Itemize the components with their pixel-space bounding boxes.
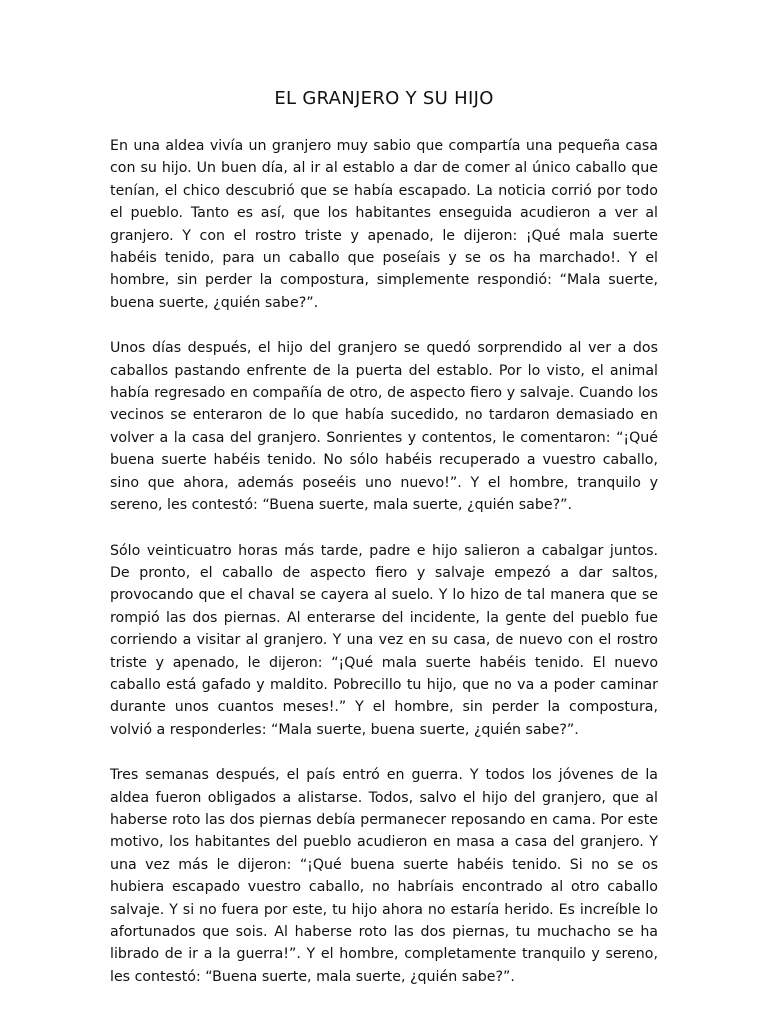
paragraph-1: En una aldea vivía un granjero muy sabio que compartía una pequeña casa con su hijo. Un buen día, al ir al establo a dar de comer al único caballo que tenían, el chico descubrió que se había escapado. La noticia corrió por todo el pueblo. Tanto es así, que los habitantes enseguida acudieron a ver al granjero. Y con el rostro triste y apenado, le dijeron: ¡Qué mala suerte habéis tenido, para un caballo que poseíais y se os ha marchado!. Y el hombre, sin perder la compostura, simplemente respondió: “Mala suerte, buena suerte, ¿quién sabe?”. [110,138,658,311]
paragraph-3: Sólo veinticuatro horas más tarde, padre e hijo salieron a cabalgar juntos. De pronto, el caballo de aspecto fiero y salvaje empezó a dar saltos, provocando que el chaval se cayera al suelo. Y lo hizo de tal manera que se rompió las dos piernas. Al enterarse del incidente, la gente del pueblo fue corriendo a visitar al granjero. Y una vez en su casa, de nuevo con el rostro triste y apenado, le dijeron: “¡Qué mala suerte habéis tenido. El nuevo caballo está gafado y maldito. Pobrecillo tu hijo, que no va a poder caminar durante unos cuantos meses!.” Y el hombre, sin perder la compostura, volvió a responderles: “Mala suerte, buena suerte, ¿quién sabe?”. [110,542,658,738]
paragraph-2: Unos días después, el hijo del granjero se quedó sorprendido al ver a dos caballos pastando enfrente de la puerta del establo. Por lo visto, el animal había regresado en compañía de otro, de aspecto fiero y salvaje. Cuando los vecinos se enteraron de lo que había sucedido, no tardaron demasiado en volver a la casa del granjero. Sonrientes y contentos, le comentaron: “¡Qué buena suerte habéis tenido. No sólo habéis recuperado a vuestro caballo, sino que ahora, además poseéis uno nuevo!”. Y el hombre, tranquilo y sereno, les contestó: “Buena suerte, mala suerte, ¿quién sabe?”. [110,340,658,514]
page-title: EL GRANJERO Y SU HIJO [274,88,494,109]
paragraph-4: Tres semanas después, el país entró en guerra. Y todos los jóvenes de la aldea fueron obligados a alistarse. Todos, salvo el hijo del granjero, que al haberse roto las dos piernas debía permanecer reposando en cama. Por este motivo, los habitantes del pueblo acudieron en masa a casa del granjero. Y una vez más le dijeron: “¡Qué buena suerte habéis tenido. Si no se os hubiera escapado vuestro caballo, no habríais encontrado al otro caballo salvaje. Y si no fuera por este, tu hijo ahora no estaría herido. Es increíble lo afortunados que sois. Al haberse roto las dos piernas, tu muchacho se ha librado de ir a la guerra!”. Y el hombre, completamente tranquilo y sereno, les contestó: “Buena suerte, mala suerte, ¿quién sabe?”. [110,767,658,985]
